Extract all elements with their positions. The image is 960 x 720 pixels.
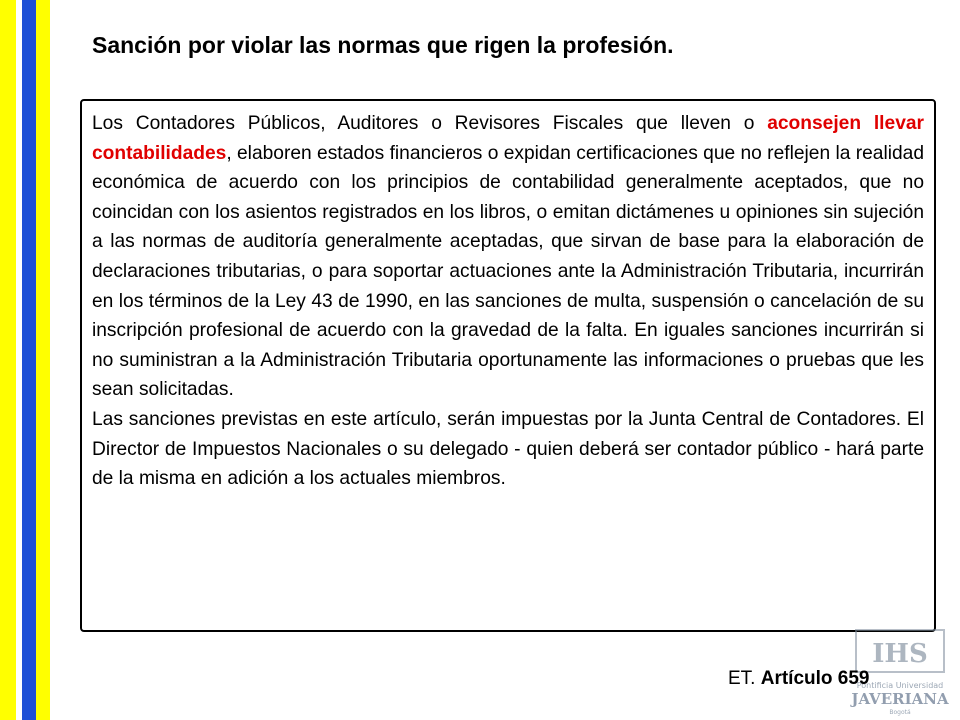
left-blue-stripe — [22, 0, 36, 720]
article-paragraph-2: Las sanciones previstas en este artículo, serán impuestas por la Junta Central de Contadores. El Director de Impuestos Nacionales o su delegado - quien deberá ser contador público - hará parte de la misma en adición a los actuales miembros. — [92, 408, 924, 490]
left-yellow-stripe-inner — [36, 0, 50, 720]
left-yellow-stripe — [0, 0, 16, 720]
article-text-box — [80, 99, 936, 632]
svg-text:JAVERIANA: JAVERIANA — [851, 690, 949, 708]
slide-title: Sanción por violar las normas que rigen la profesión. — [92, 32, 674, 58]
paragraph-1-start: Los Contadores Públicos, Auditores o Revisores Fiscales que lleven o — [92, 113, 768, 134]
svg-text:Bogotá: Bogotá — [889, 709, 911, 716]
reference-prefix: ET. — [728, 668, 761, 689]
reference-article: Artículo 659 — [760, 668, 870, 689]
article-paragraph-1 — [92, 109, 924, 405]
svg-text:Pontificia Universidad: Pontificia Universidad — [856, 681, 944, 690]
paragraph-1-rest: , elaboren estados financieros o expidan certificaciones que no reflejen la realidad económica de acuerdo con los principios de contabilidad generalmente aceptados, que no coincidan con los asientos registrados en los libros, o emitan dictámenes u opiniones sin sujeción a las normas de auditoría generalmente aceptadas, que sirvan de base para la elaboración de declaraciones tributarias, o para soportar actuaciones ante la Administración Tributaria, incurrirán en los términos de la Ley 43 de 1990, en las sanciones de multa, suspensión o cancelación de su inscripción profesional de acuerdo con la gravedad de la falta. En iguales sanciones incurrirán si no suministran a la Administración Tributaria oportunamente las informaciones o pruebas que les sean solicitadas. — [92, 142, 924, 401]
article-reference — [728, 668, 870, 690]
svg-text:IHS: IHS — [872, 639, 928, 669]
highlighted-phrase: aconsejen llevar contabilidades — [92, 113, 924, 164]
